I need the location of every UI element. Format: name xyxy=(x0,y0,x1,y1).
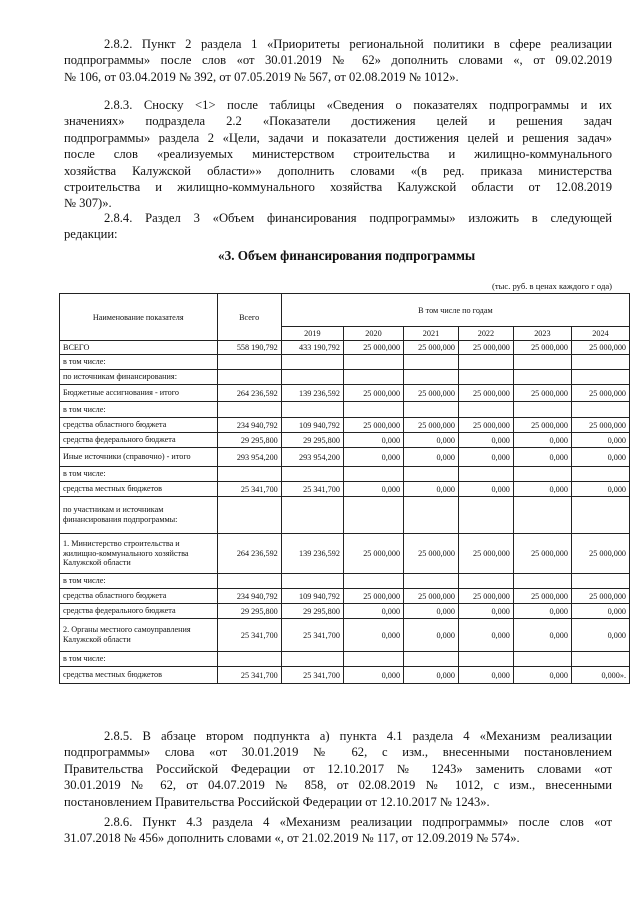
row-label: 2. Органы местного самоуправления Калужской области xyxy=(60,619,218,652)
row-year-value: 25 341,700 xyxy=(281,667,343,684)
row-total: 234 940,792 xyxy=(217,418,281,433)
row-year-value xyxy=(281,497,343,534)
table-row xyxy=(60,604,630,619)
row-label: средства областного бюджета xyxy=(60,418,218,433)
row-year-value xyxy=(281,355,343,370)
row-year-value: 25 000,000 xyxy=(571,589,629,604)
row-total: 25 341,700 xyxy=(217,482,281,497)
table-row xyxy=(60,534,630,574)
row-label: Бюджетные ассигнования - итого xyxy=(60,385,218,402)
table-row xyxy=(60,433,630,448)
row-year-value: 0,000 xyxy=(343,667,403,684)
row-year-value: 0,000 xyxy=(343,482,403,497)
row-total: 558 190,792 xyxy=(217,341,281,355)
row-year-value: 25 000,000 xyxy=(513,589,571,604)
row-total xyxy=(217,355,281,370)
row-year-value: 25 000,000 xyxy=(458,534,513,574)
row-year-value xyxy=(571,652,629,667)
row-year-value xyxy=(458,402,513,418)
row-label: в том числе: xyxy=(60,467,218,482)
row-year-value: 0,000 xyxy=(571,433,629,448)
table-row xyxy=(60,370,630,385)
row-year-value xyxy=(281,652,343,667)
row-year-value: 25 000,000 xyxy=(513,418,571,433)
row-year-value: 0,000 xyxy=(513,619,571,652)
row-year-value: 25 000,000 xyxy=(458,589,513,604)
row-year-value: 25 000,000 xyxy=(513,385,571,402)
row-year-value: 0,000 xyxy=(343,448,403,467)
row-year-value: 0,000 xyxy=(404,433,459,448)
row-year-value: 29 295,800 xyxy=(281,604,343,619)
row-year-value: 25 000,000 xyxy=(343,341,403,355)
row-year-value xyxy=(343,652,403,667)
header-year: 2023 xyxy=(513,327,571,341)
row-year-value xyxy=(404,467,459,482)
header-year: 2024 xyxy=(571,327,629,341)
section-title: «3. Объем финансирования подпрограммы xyxy=(218,248,476,263)
table-row xyxy=(60,402,630,418)
row-year-value: 0,000 xyxy=(404,482,459,497)
row-label: средства федерального бюджета xyxy=(60,604,218,619)
text-line: подпрограммы» раздела 2 «Цели, задачи и показатели достижения целей и решения задач» xyxy=(64,130,612,145)
row-label: средства местных бюджетов xyxy=(60,667,218,684)
text-line: постановлением Правительства Российской Федерации от 12.10.2017 № 1243». xyxy=(64,794,490,809)
row-year-value: 0,000 xyxy=(458,448,513,467)
header-year: 2021 xyxy=(404,327,459,341)
row-total xyxy=(217,467,281,482)
row-year-value xyxy=(404,402,459,418)
row-year-value: 0,000 xyxy=(458,604,513,619)
row-total: 25 341,700 xyxy=(217,619,281,652)
row-label: в том числе: xyxy=(60,574,218,589)
row-year-value: 0,000 xyxy=(343,604,403,619)
row-year-value: 25 341,700 xyxy=(281,619,343,652)
row-year-value: 0,000 xyxy=(404,604,459,619)
row-total: 29 295,800 xyxy=(217,433,281,448)
row-year-value: 0,000 xyxy=(458,619,513,652)
row-year-value xyxy=(343,402,403,418)
table-row xyxy=(60,619,630,652)
row-year-value: 0,000 xyxy=(513,667,571,684)
text-line: № 307)». xyxy=(64,196,112,211)
row-year-value: 433 190,792 xyxy=(281,341,343,355)
table-row xyxy=(60,385,630,402)
row-year-value xyxy=(571,370,629,385)
row-year-value: 0,000 xyxy=(571,482,629,497)
row-year-value: 25 000,000 xyxy=(513,534,571,574)
text-line: подпрограммы» после слов «от 30.01.2019 № 62» дополнить словами «, от 09.02.2019 xyxy=(64,53,612,68)
row-year-value xyxy=(571,574,629,589)
row-year-value: 0,000 xyxy=(404,667,459,684)
units-note: (тыс. руб. в ценах каждого г ода) xyxy=(491,281,612,291)
row-year-value xyxy=(513,652,571,667)
table-row xyxy=(60,482,630,497)
row-label: средства областного бюджета xyxy=(60,589,218,604)
row-year-value xyxy=(458,652,513,667)
row-label: Иные источники (справочно) - итого xyxy=(60,448,218,467)
text-line: строительства и жилищно-коммунального хозяйства Калужской области от 12.08.2019 xyxy=(64,180,612,195)
row-year-value xyxy=(513,370,571,385)
row-total: 293 954,200 xyxy=(217,448,281,467)
paragraph-2-8-2 xyxy=(64,36,612,85)
header-total: Всего xyxy=(217,294,281,341)
row-year-value xyxy=(458,370,513,385)
row-year-value: 0,000 xyxy=(404,619,459,652)
row-year-value: 109 940,792 xyxy=(281,589,343,604)
row-year-value: 139 236,592 xyxy=(281,385,343,402)
row-year-value xyxy=(281,574,343,589)
text-line: хозяйства Калужской области»» дополнить словами «(в ред. приказа министерства xyxy=(64,163,612,178)
table-row xyxy=(60,589,630,604)
row-year-value xyxy=(458,497,513,534)
paragraph-2-8-6 xyxy=(64,814,612,847)
row-year-value: 25 000,000 xyxy=(404,418,459,433)
row-year-value xyxy=(513,467,571,482)
row-year-value: 25 000,000 xyxy=(404,385,459,402)
row-year-value: 0,000 xyxy=(571,448,629,467)
text-line: Правительства Российской Федерации от 12.10.2017 № 1243» заменить словами «от xyxy=(64,761,612,776)
row-year-value xyxy=(571,355,629,370)
row-year-value xyxy=(404,370,459,385)
row-year-value xyxy=(281,402,343,418)
row-year-value: 25 000,000 xyxy=(458,385,513,402)
header-year: 2020 xyxy=(343,327,403,341)
row-year-value: 25 000,000 xyxy=(571,534,629,574)
table-row xyxy=(60,341,630,355)
paragraph-2-8-3 xyxy=(64,97,612,212)
row-label: ВСЕГО xyxy=(60,341,218,355)
row-year-value: 25 000,000 xyxy=(404,341,459,355)
row-year-value xyxy=(571,467,629,482)
table-row xyxy=(60,467,630,482)
header-by-years: В том числе по годам xyxy=(281,294,629,327)
row-year-value: 25 000,000 xyxy=(571,418,629,433)
text-line: значениях» подраздела 2.2 «Показатели достижения целей и решения задач xyxy=(64,114,612,129)
row-year-value: 25 000,000 xyxy=(343,418,403,433)
row-year-value: 109 940,792 xyxy=(281,418,343,433)
table-row xyxy=(60,574,630,589)
text-line: 30.01.2019 № 62, от 04.07.2019 № 858, от 02.08.2019 № 1012, с изм., внесенными xyxy=(64,778,612,793)
row-total xyxy=(217,497,281,534)
row-year-value: 25 000,000 xyxy=(404,589,459,604)
text-line: 2.8.4. Раздел 3 «Объем финансирования подпрограммы» изложить в следующей xyxy=(104,211,612,225)
row-year-value: 25 000,000 xyxy=(343,589,403,604)
row-label: по источникам финансирования: xyxy=(60,370,218,385)
row-year-value: 0,000 xyxy=(458,667,513,684)
table-row xyxy=(60,497,630,534)
row-year-value: 25 000,000 xyxy=(343,534,403,574)
row-year-value xyxy=(513,497,571,534)
row-year-value: 25 000,000 xyxy=(513,341,571,355)
row-label: по участникам и источникам финансирования подпрограммы: xyxy=(60,497,218,534)
row-year-value xyxy=(404,355,459,370)
row-label: в том числе: xyxy=(60,402,218,418)
row-year-value: 0,000 xyxy=(513,482,571,497)
row-year-value: 25 000,000 xyxy=(404,534,459,574)
row-year-value: 0,000». xyxy=(571,667,629,684)
row-total xyxy=(217,574,281,589)
row-year-value: 29 295,800 xyxy=(281,433,343,448)
row-year-value: 0,000 xyxy=(404,448,459,467)
row-total: 25 341,700 xyxy=(217,667,281,684)
row-label: в том числе: xyxy=(60,652,218,667)
text-line: после слов «реализуемых министерством строительства и жилищно-коммунального xyxy=(64,147,612,162)
text-line: подпрограммы» слова «от 30.01.2019 № 62, с изм., внесенными постановлением xyxy=(64,745,612,760)
text-line: 2.8.2. Пункт 2 раздела 1 «Приоритеты региональной политики в сфере реализации xyxy=(104,37,612,51)
table-row xyxy=(60,448,630,467)
row-year-value: 0,000 xyxy=(513,433,571,448)
header-year: 2022 xyxy=(458,327,513,341)
row-year-value: 25 000,000 xyxy=(343,385,403,402)
row-year-value: 25 000,000 xyxy=(458,418,513,433)
paragraph-2-8-4 xyxy=(64,210,612,243)
row-year-value xyxy=(513,355,571,370)
text-line: 2.8.5. В абзаце втором подпункта а) пункта 4.1 раздела 4 «Механизм реализации xyxy=(104,729,612,743)
row-year-value xyxy=(343,355,403,370)
row-year-value xyxy=(281,370,343,385)
row-label: в том числе: xyxy=(60,355,218,370)
row-year-value xyxy=(281,467,343,482)
row-year-value: 0,000 xyxy=(513,604,571,619)
table-row xyxy=(60,355,630,370)
row-year-value: 25 000,000 xyxy=(458,341,513,355)
row-total: 234 940,792 xyxy=(217,589,281,604)
row-total: 264 236,592 xyxy=(217,385,281,402)
row-year-value xyxy=(458,574,513,589)
row-year-value xyxy=(343,497,403,534)
row-year-value xyxy=(404,574,459,589)
row-total xyxy=(217,652,281,667)
row-year-value xyxy=(571,402,629,418)
text-line: 2.8.6. Пункт 4.3 раздела 4 «Механизм реализации подпрограммы» после слов «от xyxy=(104,815,612,829)
row-year-value: 293 954,200 xyxy=(281,448,343,467)
row-year-value xyxy=(458,355,513,370)
row-total: 29 295,800 xyxy=(217,604,281,619)
row-label: 1. Министерство строительства и жилищно-коммунального хозяйства Калужской области xyxy=(60,534,218,574)
row-label: средства федерального бюджета xyxy=(60,433,218,448)
row-year-value xyxy=(404,652,459,667)
row-year-value xyxy=(513,402,571,418)
row-year-value: 25 000,000 xyxy=(571,385,629,402)
row-year-value: 0,000 xyxy=(458,482,513,497)
text-line: № 106, от 03.04.2019 № 392, от 07.05.2019 № 567, от 02.08.2019 № 1012». xyxy=(64,69,459,84)
row-year-value: 139 236,592 xyxy=(281,534,343,574)
table-row xyxy=(60,652,630,667)
row-year-value xyxy=(513,574,571,589)
text-line: 31.07.2018 № 456» дополнить словами «, от 21.02.2019 № 117, от 12.09.2019 № 574». xyxy=(64,831,520,846)
text-line: редакции: xyxy=(64,227,118,242)
row-total xyxy=(217,402,281,418)
row-year-value: 0,000 xyxy=(343,619,403,652)
row-year-value xyxy=(343,467,403,482)
row-year-value xyxy=(571,497,629,534)
row-year-value: 0,000 xyxy=(571,619,629,652)
financing-table xyxy=(59,293,630,684)
table-row xyxy=(60,418,630,433)
row-label: средства местных бюджетов xyxy=(60,482,218,497)
row-year-value xyxy=(343,370,403,385)
row-total: 264 236,592 xyxy=(217,534,281,574)
row-year-value xyxy=(458,467,513,482)
row-year-value xyxy=(404,497,459,534)
row-year-value: 0,000 xyxy=(513,448,571,467)
table-row xyxy=(60,667,630,684)
paragraph-2-8-5 xyxy=(64,728,612,810)
table-body xyxy=(60,341,630,684)
row-year-value xyxy=(343,574,403,589)
row-year-value: 0,000 xyxy=(343,433,403,448)
row-year-value: 25 341,700 xyxy=(281,482,343,497)
header-name: Наименование показателя xyxy=(60,294,218,341)
header-year: 2019 xyxy=(281,327,343,341)
row-total xyxy=(217,370,281,385)
text-line: 2.8.3. Сноску <1> после таблицы «Сведения о показателях подпрограммы и их xyxy=(104,98,612,112)
row-year-value: 0,000 xyxy=(458,433,513,448)
row-year-value: 0,000 xyxy=(571,604,629,619)
row-year-value: 25 000,000 xyxy=(571,341,629,355)
